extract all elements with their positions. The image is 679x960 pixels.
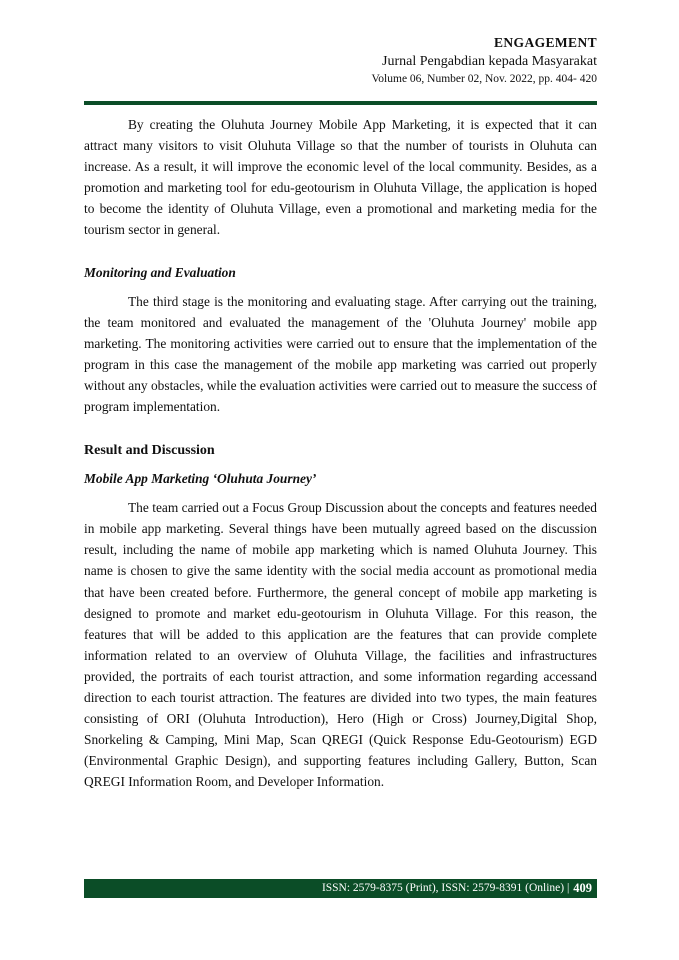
journal-masthead	[84, 34, 597, 87]
spacer	[84, 282, 597, 291]
footer-page-number: 409	[573, 881, 592, 895]
heading-mobile-app-marketing: Mobile App Marketing ‘Oluhuta Journey’	[84, 471, 317, 487]
journal-issue-line: Volume 06, Number 02, Nov. 2022, pp. 404- 420	[371, 73, 597, 85]
document-body	[84, 114, 597, 792]
footer-issn-text: ISSN: 2579-8375 (Print), ISSN: 2579-8391 (Online) |	[321, 882, 570, 894]
page-footer-bar	[84, 879, 597, 898]
spacer	[84, 460, 597, 469]
spacer	[84, 241, 597, 263]
spacer	[84, 417, 597, 441]
spacer	[84, 488, 597, 497]
journal-subtitle: Jurnal Pengabdian kepada Masyarakat	[382, 54, 597, 69]
header-divider-rule	[84, 101, 597, 105]
paragraph-focus-group-discussion-features: The team carried out a Focus Group Discussion about the concepts and features needed in mobile app marketing. Several things have been mutually agreed based on the discussion result, including the name of mobile app marketing which is named Oluhuta Journey. This name is chosen to give the same identity with the social media account as promotional media that have been created before. Furthermore, the general concept of mobile app marketing is designed to promote and market edu-geotourism in Oluhuta Village. For this reason, the features that will be added to this application are the features that can provide complete information related to an overview of Oluhuta Village, the facilities and infrastructures provided, the portraits of each tourist attraction, and some information regarding accessand direction to each tourist attraction. The features are divided into two types, the main features consisting of ORI (Oluhuta Introduction), Hero (High or Cross) Journey,Digital Shop, Snorkeling & Camping, Mini Map, Scan QREGI (Quick Response Edu-Geotourism) EGD (Environmental Graphic Design), and supporting features including Gallery, Button, Scan QREGI Information Room, and Developer Information.	[84, 500, 597, 790]
heading-result-and-discussion: Result and Discussion	[84, 443, 215, 459]
journal-name: ENGAGEMENT	[493, 35, 597, 50]
paragraph-oluhuta-journey-expectation: By creating the Oluhuta Journey Mobile App Marketing, it is expected that it can attract many visitors to visit Oluhuta Village so that the number of tourists in Oluhuta can increase. As a result, it will improve the economic level of the local community. Besides, as a promotion and marketing tool for edu-geotourism in Oluhuta Village, the application is hoped to become the identity of Oluhuta Village, even a promotional and marketing media for the tourism sector in general.	[84, 117, 597, 238]
paragraph-third-stage-monitoring: The third stage is the monitoring and evaluating stage. After carrying out the training, the team monitored and evaluated the management of the 'Oluhuta Journey' mobile app marketing. The monitoring activities were carried out to ensure that the implementation of the program in this case the management of the mobile app marketing was carried out properly without any obstacles, while the evaluation activities were carried out to measure the success of program implementation.	[84, 293, 597, 415]
heading-monitoring-and-evaluation: Monitoring and Evaluation	[84, 264, 236, 280]
